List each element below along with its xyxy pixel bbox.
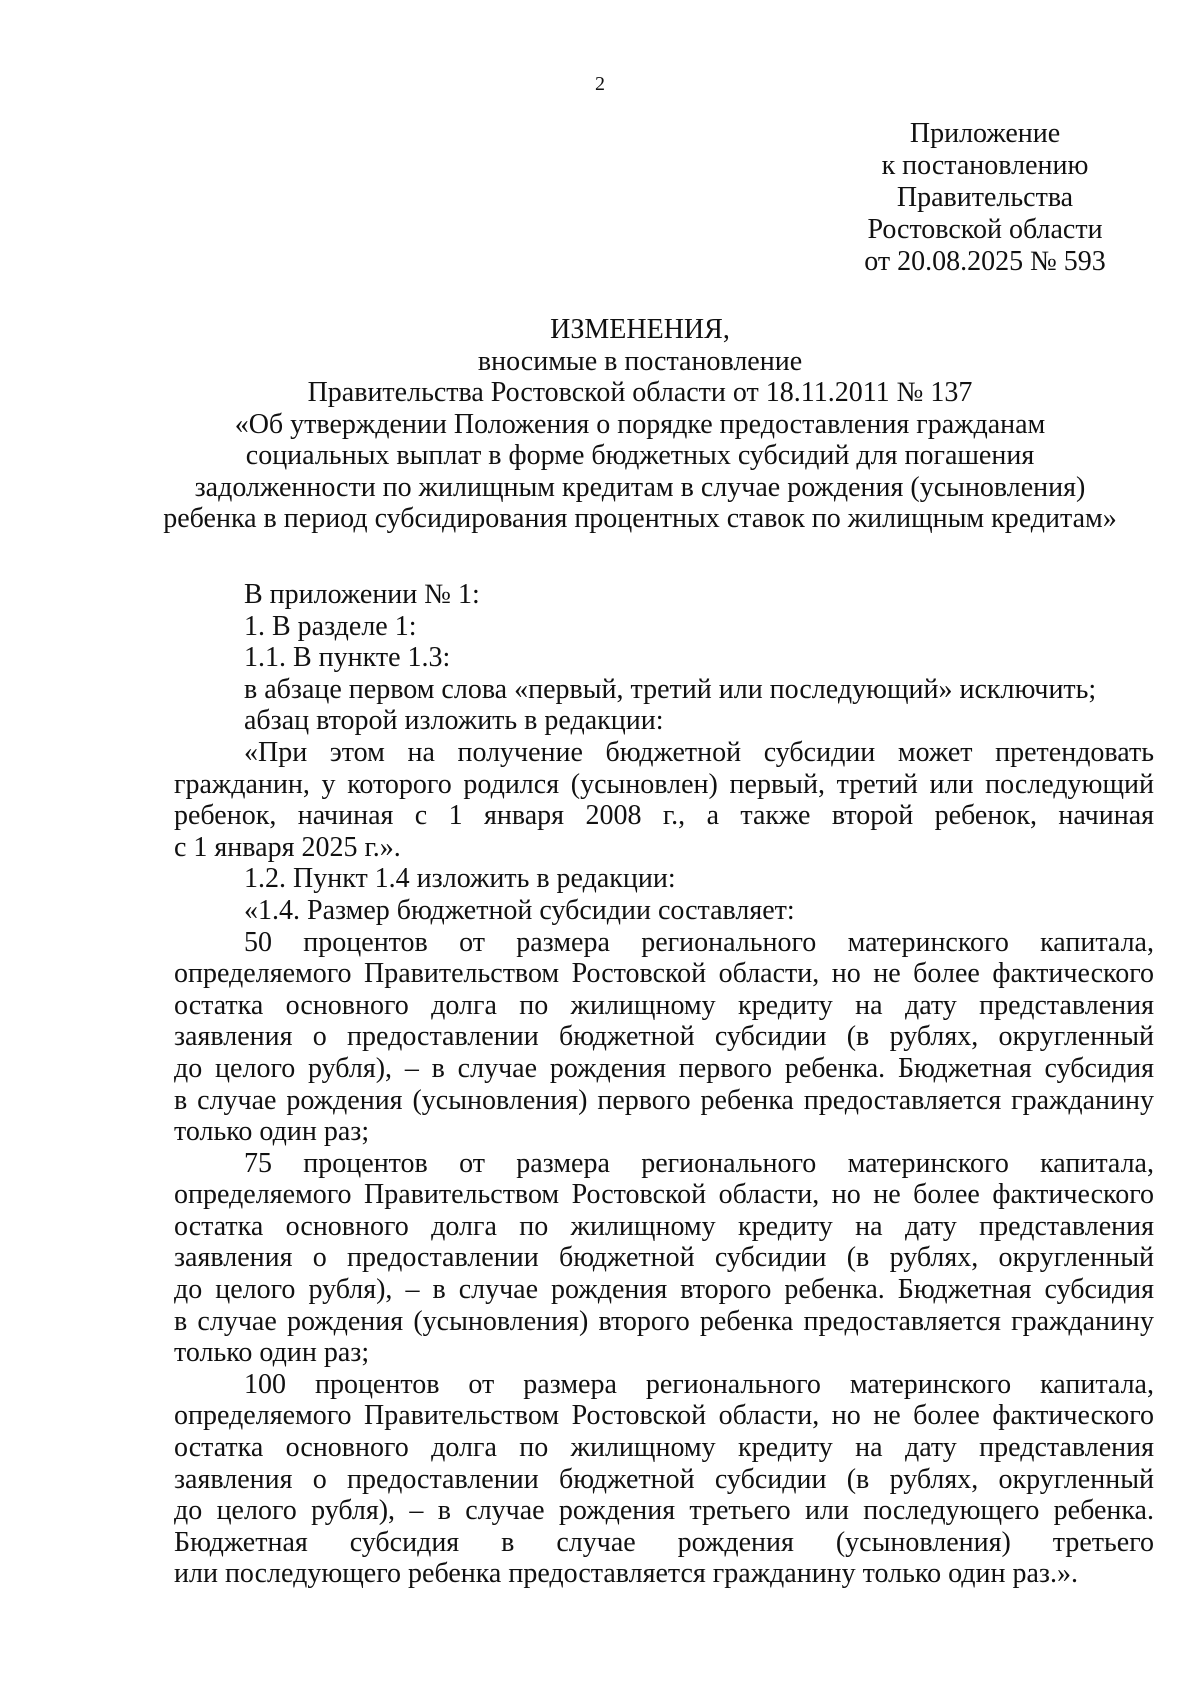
body-line: 1.2. Пункт 1.4 изложить в редакции:: [244, 863, 676, 895]
appendix-line: Правительства: [896, 182, 1074, 213]
page-number: 2: [595, 73, 605, 95]
body-line: в абзаце первом слова «первый, третий или последующий» исключить;: [244, 673, 1097, 705]
appendix-line: Приложение: [909, 118, 1061, 149]
heading-line: социальных выплат в форме бюджетных субсидий для погашения: [245, 440, 1035, 471]
body-line: остатка основного долга по жилищному кредиту на дату представления: [174, 1210, 1154, 1242]
heading-line: «Об утверждении Положения о порядке предоставления гражданам: [234, 408, 1046, 440]
body-line: заявления о предоставлении бюджетной субсидии (в рублях, округленный: [174, 1242, 1154, 1274]
body-line: до целого рубля), – в случае рождения первого ребенка. Бюджетная субсидия: [174, 1052, 1154, 1084]
body-line: «При этом на получение бюджетной субсидии может претендовать: [244, 736, 1154, 768]
body-line: 1. В разделе 1:: [244, 610, 417, 642]
body-line: ребенок, начиная с 1 января 2008 г., а также второй ребенок, начиная: [174, 800, 1154, 832]
heading-line: Правительства Ростовской области от 18.11.2011 № 137: [307, 377, 973, 408]
body-line: до целого рубля), – в случае рождения второго ребенка. Бюджетная субсидия: [174, 1274, 1154, 1306]
body-line: Бюджетная субсидия в случае рождения (усыновления) третьего: [174, 1526, 1154, 1558]
body-line: или последующего ребенка предоставляется гражданину только один раз.».: [174, 1558, 1078, 1590]
body-line: с 1 января 2025 г.».: [174, 831, 401, 863]
appendix-line: от 20.08.2025 № 593: [864, 246, 1106, 277]
body-line: 50 процентов от размера регионального материнского капитала,: [244, 926, 1154, 958]
body-line: в случае рождения (усыновления) второго ребенка предоставляется гражданину: [174, 1305, 1154, 1337]
heading-line: вносимые в постановление: [477, 345, 803, 377]
body-line: определяемого Правительством Ростовской области, но не более фактического: [174, 1179, 1154, 1211]
body-line: только один раз;: [174, 1116, 370, 1148]
body-line: определяемого Правительством Ростовской области, но не более фактического: [174, 958, 1154, 990]
body-line: абзац второй изложить в редакции:: [244, 705, 664, 737]
body-line: 75 процентов от размера регионального материнского капитала,: [244, 1147, 1154, 1179]
body-line: «1.4. Размер бюджетной субсидии составляет:: [244, 894, 795, 926]
heading-title: ИЗМЕНЕНИЯ,: [550, 314, 730, 345]
heading-line: задолженности по жилищным кредитам в случае рождения (усыновления): [194, 471, 1086, 503]
body-line: 1.1. В пункте 1.3:: [244, 642, 451, 674]
heading-line: ребенка в период субсидирования процентных ставок по жилищным кредитам»: [163, 503, 1117, 534]
body-line: в случае рождения (усыновления) первого ребенка предоставляется гражданину: [174, 1084, 1154, 1116]
body-line: до целого рубля), – в случае рождения третьего или последующего ребенка.: [174, 1495, 1154, 1527]
body-line: В приложении № 1:: [244, 579, 480, 610]
body-line: заявления о предоставлении бюджетной субсидии (в рублях, округленный: [174, 1463, 1154, 1495]
body-line: остатка основного долга по жилищному кредиту на дату представления: [174, 989, 1154, 1021]
appendix-block: [820, 118, 1150, 278]
body-line: 100 процентов от размера регионального материнского капитала,: [244, 1368, 1154, 1400]
body-line: определяемого Правительством Ростовской области, но не более фактического: [174, 1400, 1154, 1432]
appendix-line: Ростовской области: [867, 214, 1103, 245]
document-body: [174, 579, 1154, 1590]
appendix-line: к постановлению: [881, 150, 1089, 181]
body-line: гражданин, у которого родился (усыновлен) первый, третий или последующий: [174, 768, 1154, 800]
document-heading: [140, 314, 1140, 535]
body-line: заявления о предоставлении бюджетной субсидии (в рублях, округленный: [174, 1021, 1154, 1053]
body-line: остатка основного долга по жилищному кредиту на дату представления: [174, 1432, 1154, 1464]
body-line: только один раз;: [174, 1337, 370, 1369]
